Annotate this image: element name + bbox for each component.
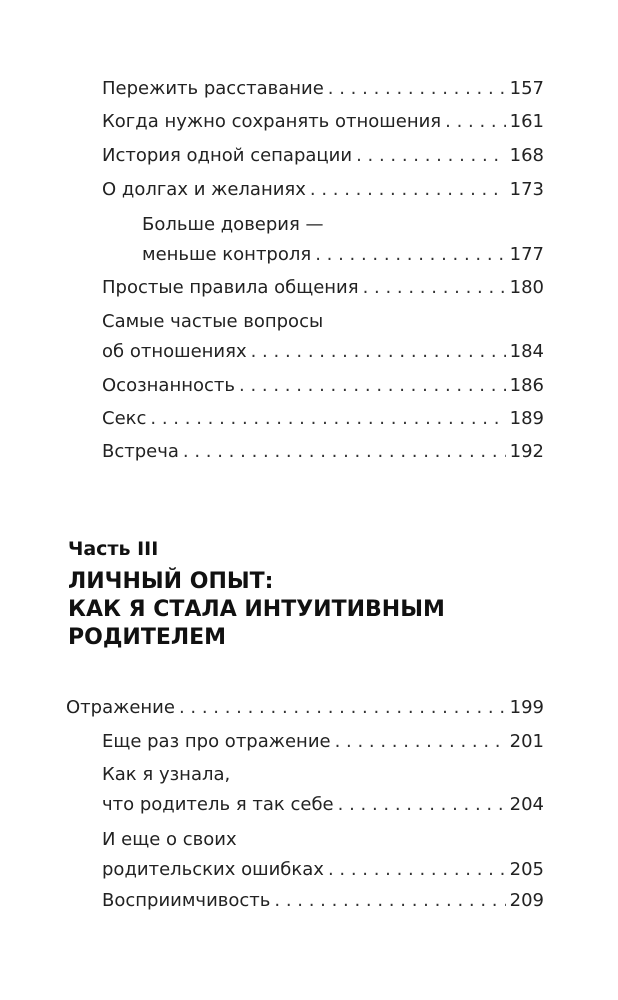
toc-page-number: 177 (509, 244, 544, 265)
toc-leader-dots (150, 404, 505, 434)
toc-leader-dots (315, 240, 505, 270)
toc-page-number: 168 (509, 145, 544, 166)
toc-page-number: 209 (509, 890, 544, 911)
toc-entry-prostye-pravila[interactable] (102, 273, 544, 303)
toc-entry-eshche-raz-pro-otrazhenie[interactable] (102, 727, 544, 757)
part-title-line-2: КАК Я СТАЛА ИНТУИТИВНЫМ (68, 597, 445, 622)
toc-entry-title: История одной сепарации (102, 145, 353, 166)
toc-page-number: 201 (509, 731, 544, 752)
toc-page-number: 192 (509, 441, 544, 462)
toc-leader-dots (356, 141, 506, 171)
toc-leader-dots (328, 74, 506, 104)
toc-entry-osoznannost[interactable] (102, 371, 544, 401)
toc-entry-title: Осознанность (102, 375, 235, 396)
toc-entry-title-line-2: об отношениях (102, 341, 247, 362)
toc-leader-dots (251, 337, 506, 367)
toc-leader-dots (363, 273, 506, 303)
toc-entry-istoriya-separatsii[interactable] (102, 141, 544, 171)
toc-entry-kak-ya-uznala[interactable] (102, 760, 544, 820)
toc-page-number: 199 (509, 697, 544, 718)
toc-entry-title: Отражение (66, 697, 175, 718)
toc-leader-dots (338, 790, 506, 820)
toc-entry-vstrecha[interactable] (102, 437, 544, 467)
toc-entry-bolshe-doveriya[interactable] (142, 210, 544, 270)
toc-entry-chastye-voprosy[interactable] (102, 307, 544, 367)
toc-page-number: 180 (509, 277, 544, 298)
toc-entry-title: Когда нужно сохранять отношения (102, 111, 442, 132)
toc-entry-title: Пережить расставание (102, 78, 324, 99)
toc-entry-title: Еще раз про отражение (102, 731, 331, 752)
toc-entry-title-line-2: что родитель я так себе (102, 794, 334, 815)
part-title-line-3: РОДИТЕЛЕМ (68, 625, 227, 650)
part-label: Часть III (68, 538, 159, 560)
toc-page-number: 161 (509, 111, 544, 132)
toc-entry-vospriimchivost[interactable] (102, 886, 544, 916)
toc-leader-dots (328, 855, 506, 885)
toc-leader-dots (239, 371, 506, 401)
toc-entry-title-line-1: Самые частые вопросы (102, 311, 324, 332)
toc-entry-o-dolgakh[interactable] (102, 175, 544, 205)
toc-entry-title: Секс (102, 408, 147, 429)
toc-leader-dots (445, 107, 506, 137)
toc-page-number: 204 (509, 794, 544, 815)
toc-leader-dots (179, 693, 506, 723)
toc-entry-title: О долгах и желаниях (102, 179, 306, 200)
toc-page-number: 186 (509, 375, 544, 396)
part-title (68, 568, 568, 652)
toc-leader-dots (274, 886, 505, 916)
toc-page-number: 157 (509, 78, 544, 99)
toc-entry-roditelskie-oshibki[interactable] (102, 825, 544, 885)
part-title-line-1: ЛИЧНЫЙ ОПЫТ: (68, 569, 274, 594)
toc-entry-title-line-1: Как я узнала, (102, 764, 231, 785)
toc-leader-dots (310, 175, 506, 205)
toc-page-number: 173 (509, 179, 544, 200)
toc-page-number: 189 (509, 408, 544, 429)
toc-entry-title: Простые правила общения (102, 277, 359, 298)
toc-entry-kogda-nuzhno[interactable] (102, 107, 544, 137)
toc-entry-title: Восприимчивость (102, 890, 271, 911)
toc-entry-title-line-1: И еще о своих (102, 829, 237, 850)
toc-entry-title: Встреча (102, 441, 179, 462)
toc-entry-otrazhenie[interactable] (66, 693, 544, 723)
toc-page-number: 205 (509, 859, 544, 880)
toc-entry-title-line-2: меньше контроля (142, 244, 312, 265)
toc-leader-dots (335, 727, 506, 757)
toc-leader-dots (183, 437, 506, 467)
toc-entry-title-line-1: Больше доверия — (142, 214, 324, 235)
toc-entry-seks[interactable] (102, 404, 544, 434)
toc-entry-perezhit-rasstavanie[interactable] (102, 74, 544, 104)
toc-page-number: 184 (509, 341, 544, 362)
toc-entry-title-line-2: родительских ошибках (102, 859, 324, 880)
